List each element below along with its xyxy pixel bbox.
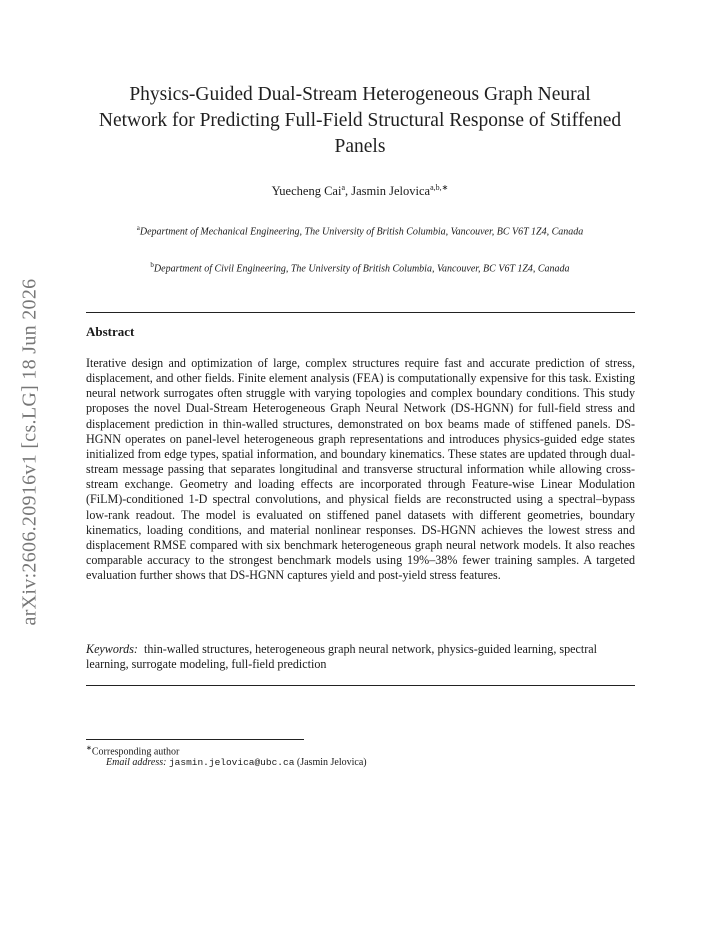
arxiv-identifier: arXiv:2606.20916v1 [cs.LG] 18 Jun 2026 — [18, 278, 41, 626]
top-rule — [86, 312, 635, 313]
author-name: Jasmin Jelovica — [351, 184, 431, 199]
affiliation-mark: a — [136, 224, 140, 232]
email-link[interactable]: jasmin.jelovica@ubc.ca — [168, 757, 295, 768]
keywords-label: Keywords: — [86, 642, 138, 656]
email-owner: (Jasmin Jelovica) — [296, 757, 367, 768]
author-affiliation-mark: a — [341, 183, 345, 192]
abstract-body: Iterative design and optimization of large, complex structures require fast and accurate prediction of stress, displacement, and other fields. Finite element analysis (FEA) is computationally expensive for this task. Existing neural network surrogates often struggle with varying topologies and complex boundary conditions. This study proposes the novel Dual-Stream Heterogeneous Graph Neural Network (DS-HGNN) for full-field stress and displacement prediction in thin-walled structures, demonstrated on box beams made of stiffened panels. DS-HGNN operates on panel-level heterogeneous graph representations and introduces physics-guided edge states initialized from edge types, spatial information, and boundary kinematics. These states are updated through dual-stream message passing that separates longitudinal and transverse structural information while allowing cross-stream exchange. Geometry and loading effects are incorporated through Feature-wise Linear Modulation (FiLM)-conditioned 1-D spectral convolutions, and physical fields are reconstructed using a spectral–bypass low-rank readout. The model is evaluated on stiffened panel datasets with different geometries, boundary kinematics, loading conditions, and material nonlinear responses. DS-HGNN achieves the lowest stress and displacement RMSE compared with six benchmark heterogeneous graph neural network models. It also reaches comparable accuracy to the strongest benchmark models using 19%–38% fewer training samples. A targeted evaluation further shows that DS-HGNN captures yield and post-yield stress features. — [86, 356, 635, 583]
arxiv-sidebar — [10, 262, 50, 642]
author-separator: , — [345, 184, 352, 199]
footnote-rule — [86, 739, 304, 740]
author-name: Yuecheng Cai — [271, 184, 342, 199]
abstract-heading: Abstract — [86, 324, 135, 339]
affiliation-text: Department of Civil Engineering, The University of British Columbia, Vancouver, BC V6T 1Z4, Canada — [153, 263, 570, 275]
keywords-text: thin-walled structures, heterogeneous graph neural network, physics-guided learning, spectral learning, surrogate modeling, full-field prediction — [86, 642, 598, 672]
footnote-text: Corresponding author — [91, 746, 180, 758]
author-list — [80, 183, 640, 199]
footnote-mark: ∗ — [86, 744, 92, 752]
bottom-rule — [86, 685, 635, 686]
title-line: Physics-Guided Dual-Stream Heterogeneous Graph Neural — [129, 84, 591, 105]
title-line: Network for Predicting Full-Field Structural Response of Stiffened — [98, 110, 622, 131]
affiliation-mark: b — [150, 261, 154, 269]
email-label: Email address: — [106, 757, 167, 768]
footnote-email — [106, 756, 367, 769]
keywords — [86, 642, 635, 672]
title-line: Panels — [334, 136, 386, 157]
affiliation-text: Department of Mechanical Engineering, The University of British Columbia, Vancouver, BC V6T 1Z4, Canada — [139, 226, 584, 238]
affiliation-b — [86, 259, 634, 275]
author-affiliation-mark: a,b,∗ — [430, 183, 449, 192]
affiliation-a — [86, 222, 634, 238]
paper-title — [80, 82, 640, 160]
